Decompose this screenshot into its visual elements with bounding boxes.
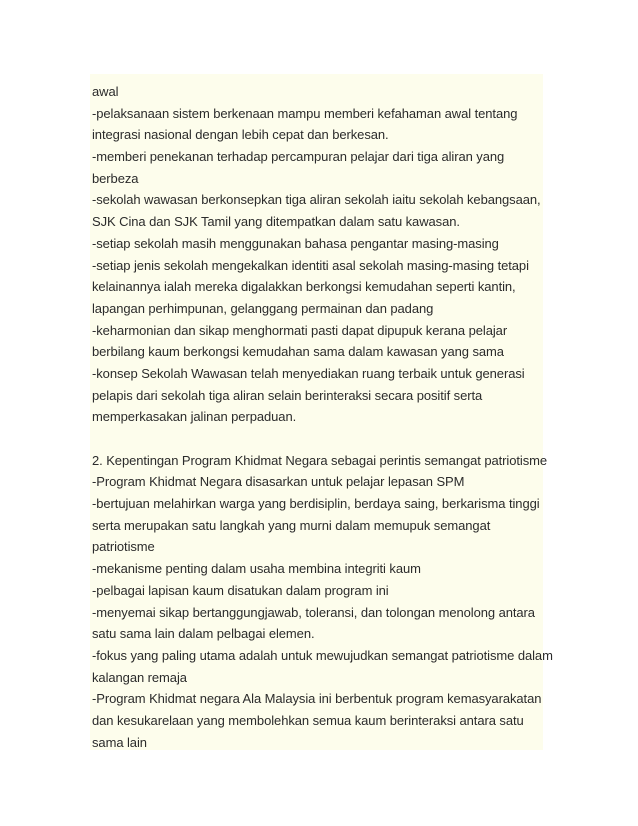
text-line: berbilang kaum berkongsi kemudahan sama dalam kawasan yang sama — [92, 344, 504, 360]
text-line: -fokus yang paling utama adalah untuk mewujudkan semangat patriotisme dalam — [92, 647, 553, 663]
text-line: -bertujuan melahirkan warga yang berdisiplin, berdaya saing, berkarisma tinggi — [92, 496, 540, 512]
text-line: -Program Khidmat Negara disasarkan untuk pelajar lepasan SPM — [92, 474, 465, 490]
text-line: -pelbagai lapisan kaum disatukan dalam program ini — [92, 582, 389, 598]
text-line: patriotisme — [92, 539, 155, 555]
text-line: kelainannya ialah mereka digalakkan berkongsi kemudahan seperti kantin, — [92, 279, 516, 295]
text-line: -menyemai sikap bertanggungjawab, toleransi, dan tolongan menolong antara — [92, 604, 535, 620]
text-line: -konsep Sekolah Wawasan telah menyediakan ruang terbaik untuk generasi — [92, 365, 525, 381]
text-line: -setiap sekolah masih menggunakan bahasa pengantar masing-masing — [92, 235, 499, 251]
text-line: -Program Khidmat negara Ala Malaysia ini berbentuk program kemasyarakatan — [92, 691, 542, 707]
text-line: dan kesukarelaan yang membolehkan semua kaum berinteraksi antara satu — [92, 712, 524, 728]
text-line: memperkasakan jalinan perpaduan. — [92, 409, 297, 425]
text-line: pelapis dari sekolah tiga aliran selain berinteraksi secara positif serta — [92, 387, 483, 403]
text-line: awal — [92, 84, 119, 99]
text-line: -sekolah wawasan berkonsepkan tiga aliran sekolah iaitu sekolah kebangsaan, — [92, 192, 541, 208]
text-line: kalangan remaja — [92, 669, 187, 685]
text-line: sama lain — [92, 734, 147, 750]
text-line: SJK Cina dan SJK Tamil yang ditempatkan dalam satu kawasan. — [92, 214, 460, 230]
text-line: -setiap jenis sekolah mengekalkan identiti asal sekolah masing-masing tetapi — [92, 257, 529, 273]
text-line: serta merupakan satu langkah yang murni dalam memupuk semangat — [92, 517, 491, 533]
document-body — [92, 81, 562, 753]
section-heading: 2. Kepentingan Program Khidmat Negara sebagai perintis semangat patriotisme — [92, 452, 548, 468]
text-line: lapangan perhimpunan, gelanggang permainan dan padang — [92, 300, 434, 316]
text-line: berbeza — [92, 170, 139, 186]
blank-line — [92, 428, 562, 450]
text-line: -keharmonian dan sikap menghormati pasti dapat dipupuk kerana pelajar — [92, 322, 508, 338]
text-line: -pelaksanaan sistem berkenaan mampu memberi kefahaman awal tentang — [92, 105, 518, 121]
text-line: -memberi penekanan terhadap percampuran pelajar dari tiga aliran yang — [92, 149, 505, 165]
text-line: satu sama lain dalam pelbagai elemen. — [92, 626, 315, 642]
text-line: integrasi nasional dengan lebih cepat dan berkesan. — [92, 127, 389, 143]
text-line: -mekanisme penting dalam usaha membina integriti kaum — [92, 561, 421, 577]
